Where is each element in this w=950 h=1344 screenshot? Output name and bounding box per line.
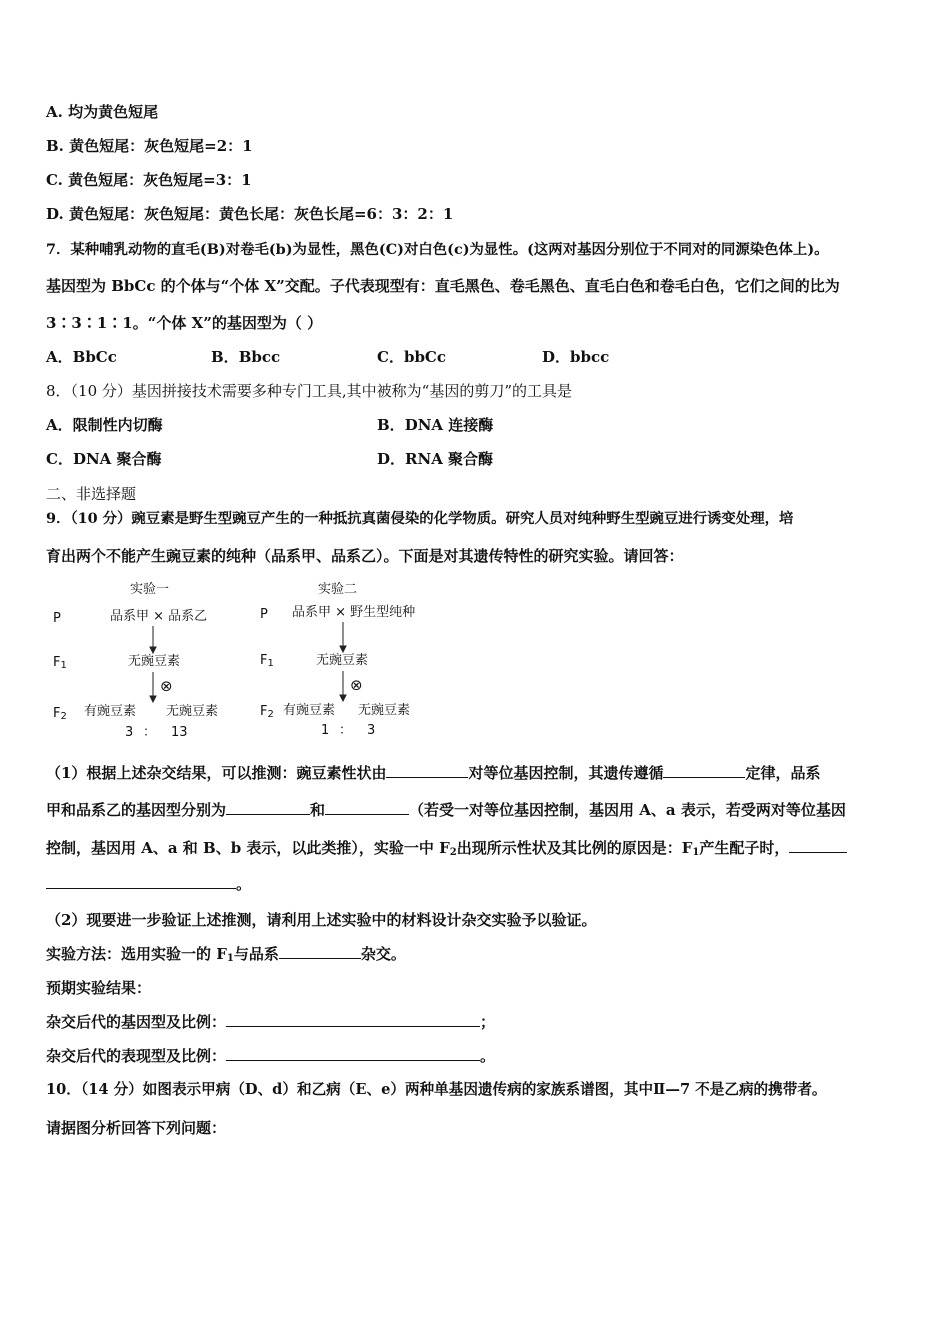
answer-blank-genotype-b[interactable] — [325, 800, 409, 815]
q8-stem: 8．（10 分）基因拼接技术需要多种专门工具,其中被称为“基因的剪刀”的工具是 — [46, 382, 573, 400]
q7-option-c: C．bbCc — [377, 348, 447, 366]
q9-stem-line1: 9．（10 分）豌豆素是野生型豌豆产生的一种抵抗真菌侵染的化学物质。研究人员对纯种野生型豌豆进行诱变处理，培 — [46, 510, 794, 527]
exp1-arrow-p-f1-head — [150, 647, 156, 653]
answer-blank-law[interactable] — [663, 763, 745, 778]
exp2-ratio-a: 1 — [321, 723, 330, 738]
exp2-f1-result: 无豌豆素 — [316, 653, 369, 668]
exp1-self-cross-icon: ⊗ — [160, 677, 173, 695]
q7-stem-line2: 基因型为 BbCc 的个体与“个体 X”交配。子代表现型有：直毛黑色、卷毛黑色、直毛白色和卷毛白色，它们之间的比为 — [46, 277, 840, 295]
exp1-ratio-b: 13 — [171, 725, 188, 740]
exp2-f2-right: 无豌豆素 — [358, 703, 411, 718]
exp2-ratio-colon: ： — [339, 723, 353, 738]
exp1-f2-right: 无豌豆素 — [166, 704, 219, 719]
q9-stem-line2: 育出两个不能产生豌豆素的纯种（品系甲、品系乙）。下面是对其遗传特性的研究实验。请回答： — [46, 547, 684, 565]
q7-stem-line3: 3∶3∶1∶1。“个体 X”的基因型为（ ） — [46, 314, 323, 332]
exp2-ratio-b: 3 — [367, 723, 376, 738]
exp1-f1-label: $F_1$ — [53, 655, 67, 671]
exp1-ratio-colon: ： — [143, 725, 157, 740]
exp2-f1-label: $F_1$ — [260, 653, 274, 669]
exp1-p-label: P — [53, 611, 61, 626]
answer-blank-reason-cont[interactable] — [46, 874, 236, 889]
q8-option-b: B．DNA 连接酶 — [377, 416, 494, 434]
q7-option-a: A．BbCc — [46, 348, 117, 366]
q6-option-a: A. 均为黄色短尾 — [46, 103, 159, 121]
q9-part2-title: （2）现要进一步验证上述推测，请利用上述实验中的材料设计杂交实验予以验证。 — [46, 911, 597, 929]
exp1-cross: 品系甲 × 品系乙 — [110, 609, 208, 624]
exp2-p-label: P — [260, 607, 268, 622]
exp2-title: 实验二 — [318, 582, 358, 597]
q7-option-b: B．Bbcc — [211, 348, 281, 366]
q6-option-c: C. 黄色短尾：灰色短尾=3：1 — [46, 171, 252, 189]
q10-stem-line2: 请据图分析回答下列问题： — [46, 1119, 227, 1137]
exp2-f2-label: $F_2$ — [260, 704, 274, 720]
answer-blank-strain[interactable] — [279, 944, 361, 959]
q9-part1-line4: 。 — [46, 874, 251, 894]
q7-stem-line1: 7．某种哺乳动物的直毛(B)对卷毛(b)为显性，黑色(C)对白色(c)为显性。(这两对基因分别位于不同对的同源染色体上)。 — [46, 241, 829, 258]
q8-option-a: A．限制性内切酶 — [46, 416, 163, 434]
answer-blank-reason[interactable] — [789, 838, 847, 853]
exp2-cross: 品系甲 × 野生型纯种 — [292, 605, 416, 620]
exp2-self-cross-icon: ⊗ — [350, 676, 363, 694]
q6-option-b: B. 黄色短尾：灰色短尾=2：1 — [46, 137, 253, 155]
q9-part1-line2: 甲和品系乙的基因型分别为 和 （若受一对等位基因控制，基因用 A、a 表示，若受两对等位基因 — [46, 801, 846, 819]
q8-option-c: C．DNA 聚合酶 — [46, 450, 162, 468]
exp2-arrow-f1-f2-head — [340, 695, 346, 701]
answer-blank-genotype-ratio[interactable] — [226, 1012, 480, 1027]
q8-option-d: D．RNA 聚合酶 — [377, 450, 494, 468]
q9-method: 实验方法：选用实验一的 $F_1$与品系 杂交。 — [46, 945, 406, 964]
exp2-arrow-p-f1-head — [340, 646, 346, 652]
exp1-title: 实验一 — [130, 582, 170, 597]
q9-part1-line1: （1）根据上述杂交结果，可以推测：豌豆素性状由 对等位基因控制，其遗传遵循 定律，品系 — [46, 764, 821, 782]
q6-option-d: D. 黄色短尾：灰色短尾：黄色长尾：灰色长尾=6：3：2：1 — [46, 205, 454, 223]
q7-option-d: D．bbcc — [542, 348, 610, 366]
answer-blank-phenotype-ratio[interactable] — [226, 1046, 480, 1061]
answer-blank-pairs[interactable] — [386, 763, 468, 778]
exp1-ratio-a: 3 — [125, 725, 134, 740]
exp1-f2-label: $F_2$ — [53, 706, 67, 722]
answer-blank-genotype-a[interactable] — [226, 800, 310, 815]
q9-expected: 预期实验结果： — [46, 979, 152, 997]
q10-stem-line1: 10．（14 分）如图表示甲病（D、d）和乙病（E、e）两种单基因遗传病的家族系谱图，其中Ⅱ—7 不是乙病的携带者。 — [46, 1081, 827, 1098]
q9-part1-line3: 控制，基因用 A、a 和 B、b 表示，以此类推），实验一中 $F_2$出现所示性状及其比例的原因是：$F_1$产生配子时， — [46, 838, 847, 863]
exp2-f2-left: 有豌豆素 — [283, 703, 336, 718]
exp1-f2-left: 有豌豆素 — [84, 704, 137, 719]
q9-genotype-ratio: 杂交后代的基因型及比例： ； — [46, 1013, 496, 1031]
q9-phenotype-ratio: 杂交后代的表现型及比例： 。 — [46, 1047, 496, 1065]
exp1-arrow-f1-f2-head — [150, 696, 156, 702]
exp1-f1-result: 无豌豆素 — [128, 654, 181, 669]
section-title: 二、非选择题 — [46, 485, 137, 503]
